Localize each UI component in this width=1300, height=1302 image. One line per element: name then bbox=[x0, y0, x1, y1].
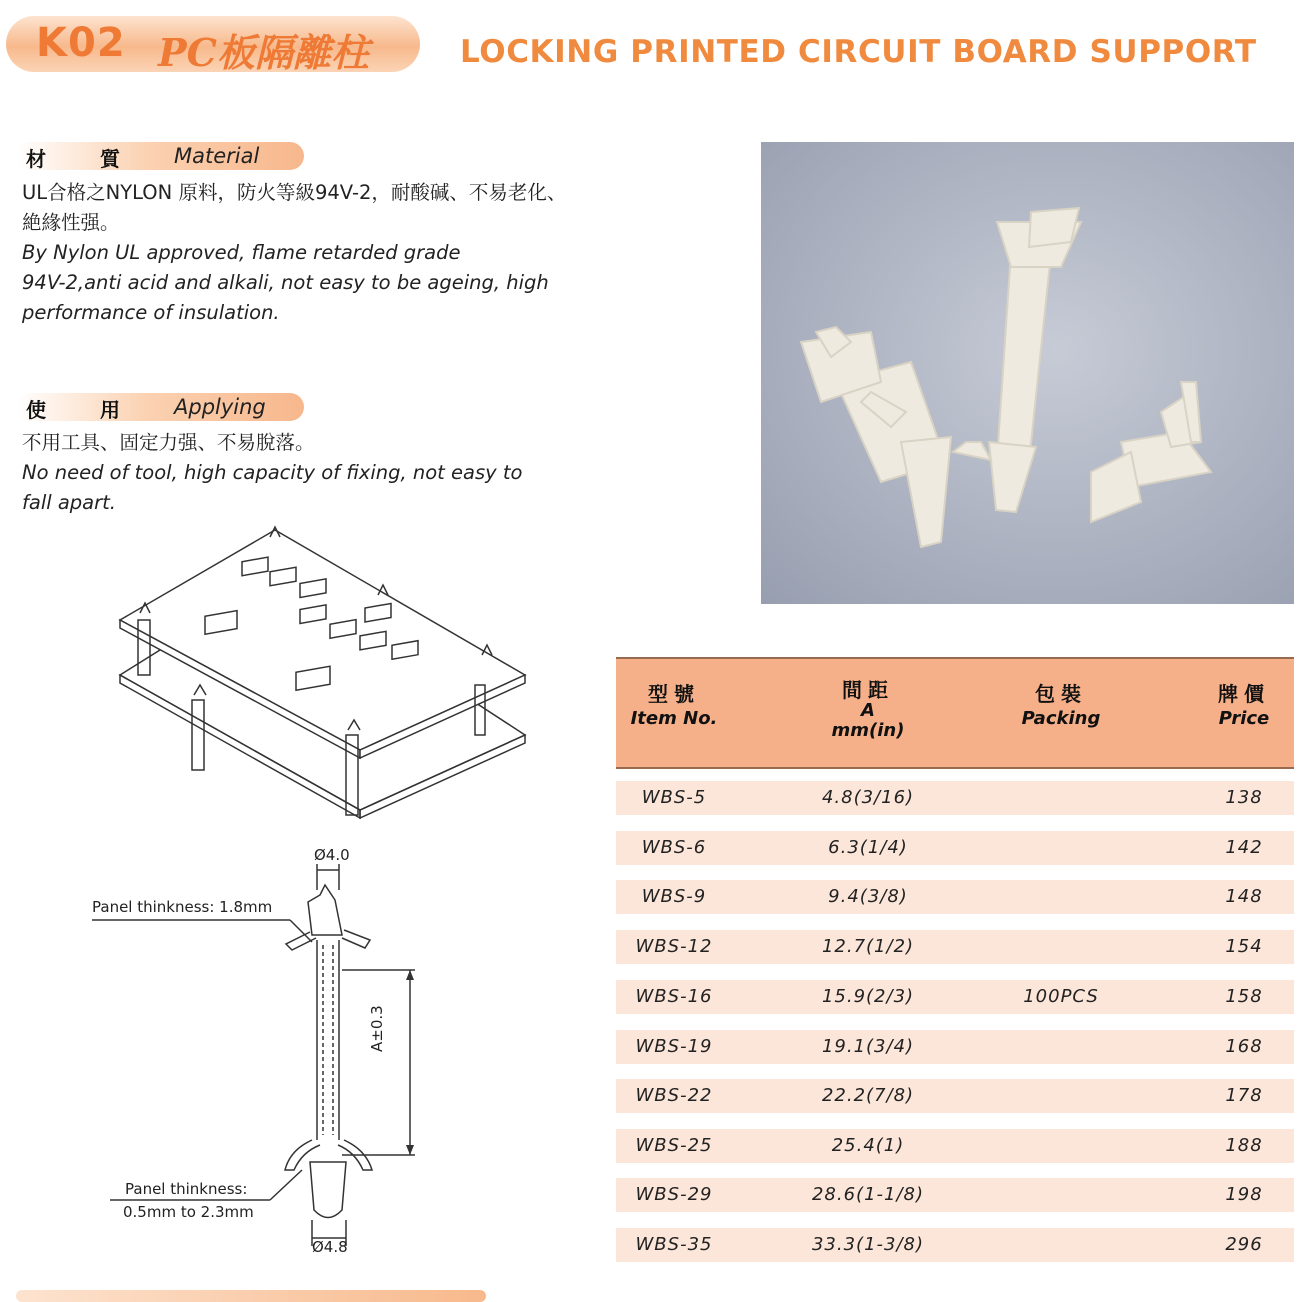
a-dimension-label: A±0.3 bbox=[368, 1005, 386, 1052]
header-price: 牌價 Price bbox=[1218, 682, 1270, 729]
material-line: performance of insulation. bbox=[22, 301, 280, 324]
material-line: UL合格之NYLON 原料，防火等級94V-2，耐酸碱、不易老化、 bbox=[22, 181, 567, 204]
header-item: 型號 Item No. bbox=[630, 682, 718, 729]
table-header bbox=[616, 657, 1294, 769]
table-row: WBS-35 33.3(1-3/8) 296 bbox=[616, 1228, 1294, 1262]
title-badge bbox=[6, 16, 420, 75]
material-line: By Nylon UL approved, flame retarded grade bbox=[22, 241, 461, 264]
applying-heading bbox=[16, 393, 304, 421]
product-title-zh: PC板隔離柱 bbox=[158, 30, 369, 75]
table-row: WBS-9 9.4(3/8) 148 bbox=[616, 880, 1294, 914]
table-row: WBS-22 22.2(7/8) 178 bbox=[616, 1079, 1294, 1113]
footer-bar bbox=[16, 1290, 486, 1302]
applying-heading-zh2: 用 bbox=[100, 398, 120, 422]
table-row: WBS-6 6.3(1/4) 142 bbox=[616, 831, 1294, 865]
bottom-diameter-label: Ø4.8 bbox=[312, 1238, 348, 1256]
header-pitch: 間距 A mm(in) bbox=[831, 678, 905, 741]
header-packing: 包裝 Packing bbox=[1021, 682, 1101, 729]
table-row: WBS-16 15.9(2/3) 100PCS 158 bbox=[616, 980, 1294, 1014]
applying-heading-en: Applying bbox=[174, 395, 266, 419]
applying-line: 不用工具、固定力强、不易脫落。 bbox=[22, 431, 315, 454]
applying-line: No need of tool, high capacity of fixing, not easy to bbox=[22, 461, 523, 484]
panel-thickness-bottom-2: 0.5mm to 2.3mm bbox=[123, 1203, 254, 1221]
material-heading-en: Material bbox=[174, 144, 260, 168]
dimension-drawing bbox=[80, 840, 460, 1260]
board-mount-illustration bbox=[110, 525, 540, 830]
table-row: WBS-5 4.8(3/16) 138 bbox=[616, 781, 1294, 815]
panel-thickness-top: Panel thinkness: 1.8mm bbox=[92, 898, 273, 916]
material-heading-zh2: 質 bbox=[100, 147, 120, 171]
table-row: WBS-29 28.6(1-1/8) 198 bbox=[616, 1178, 1294, 1212]
table-row: WBS-12 12.7(1/2) 154 bbox=[616, 930, 1294, 964]
product-code: K02 bbox=[36, 20, 126, 66]
material-line: 94V-2,anti acid and alkali, not easy to be ageing, high bbox=[22, 271, 549, 294]
material-text bbox=[22, 178, 566, 328]
page-title: LOCKING PRINTED CIRCUIT BOARD SUPPORT bbox=[460, 34, 1257, 70]
table-row: WBS-19 19.1(3/4) 168 bbox=[616, 1030, 1294, 1064]
panel-thickness-bottom-1: Panel thinkness: bbox=[125, 1180, 248, 1198]
top-diameter-label: Ø4.0 bbox=[314, 846, 350, 864]
support-parts-illustration bbox=[761, 142, 1294, 604]
table-row: WBS-25 25.4(1) 188 bbox=[616, 1129, 1294, 1163]
product-photo bbox=[761, 142, 1294, 604]
material-line: 絶緣性强。 bbox=[22, 211, 120, 234]
applying-text bbox=[22, 428, 522, 518]
material-heading bbox=[16, 142, 304, 170]
material-heading-zh1: 材 bbox=[26, 147, 46, 171]
applying-line: fall apart. bbox=[22, 491, 116, 514]
applying-heading-zh1: 使 bbox=[26, 398, 46, 422]
